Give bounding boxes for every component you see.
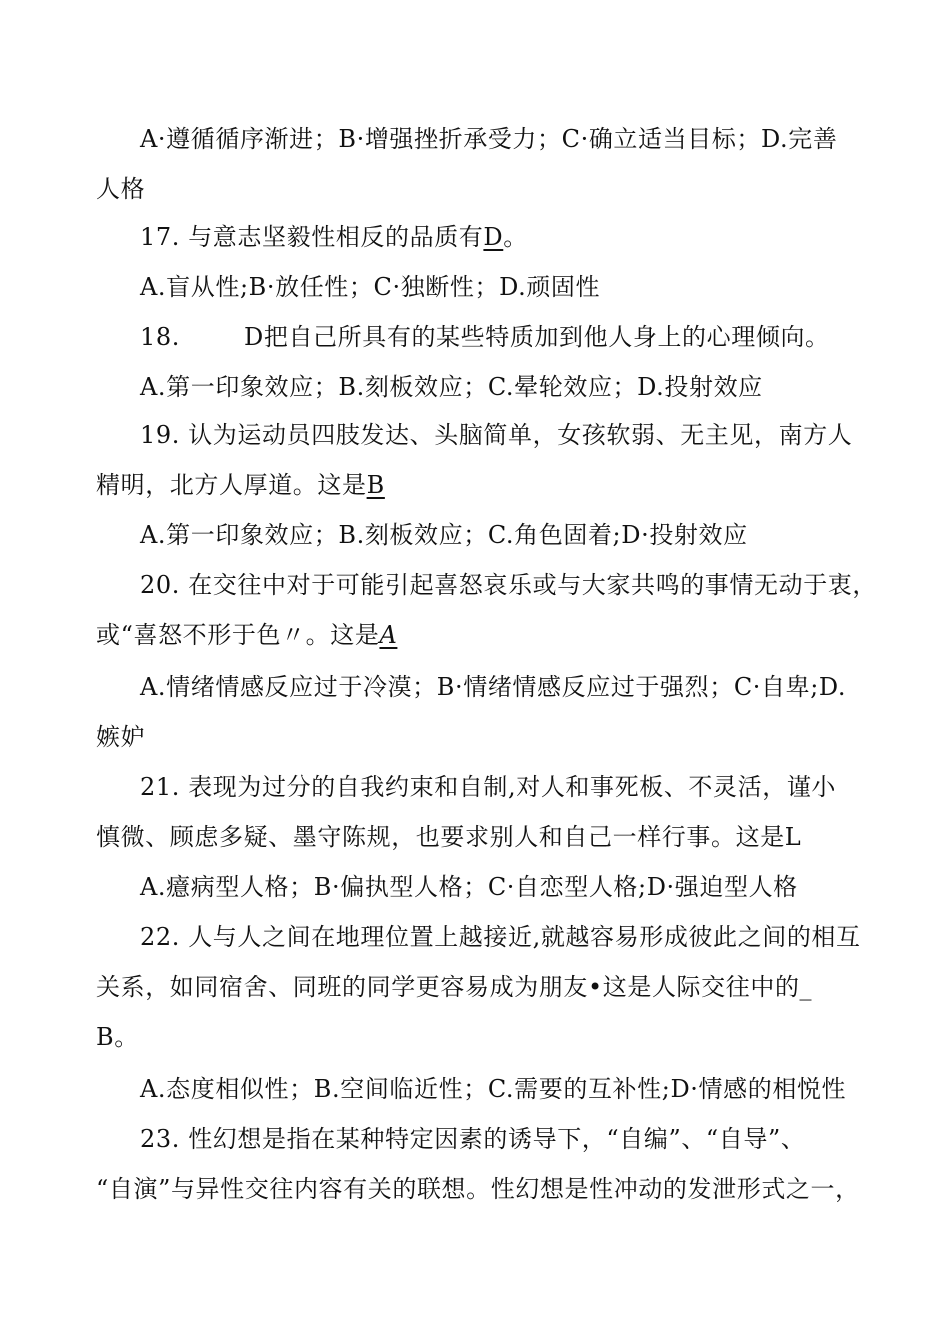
- q19-stem-text: 精明，北方人厚道。这是: [96, 471, 367, 499]
- q18-stem: D把自己所具有的某些特质加到他人身上的心理倾向。: [244, 323, 830, 351]
- q16-options-line2: 人格: [96, 175, 146, 203]
- q21-stem-line1: 21. 表现为过分的自我约束和自制,对人和事死板、不灵活，谨小: [140, 773, 837, 801]
- q18-number: 18.: [140, 323, 180, 351]
- q22-stem-line3: B。: [96, 1023, 139, 1051]
- q17-stem-end: 。: [503, 223, 528, 251]
- q20-answer: A: [379, 621, 398, 649]
- q17-stem-text: 17. 与意志坚毅性相反的品质有: [140, 223, 484, 251]
- q22-stem-line2: 关系，如同宿舍、同班的同学更容易成为朋友•这是人际交往中的_: [96, 973, 813, 1001]
- q19-options: A.第一印象效应；B.刻板效应；C.角色固着;D·投射效应: [140, 521, 748, 549]
- q20-stem-line1: 20. 在交往中对于可能引起喜怒哀乐或与大家共鸣的事情无动于衷，: [140, 571, 877, 599]
- q20-stem-line2: [96, 620, 397, 650]
- q19-stem-line2: [96, 470, 385, 500]
- q21-stem-line2: 慎微、顾虑多疑、墨守陈规，也要求别人和自己一样行事。这是L: [96, 823, 802, 851]
- q18-options: A.第一印象效应；B.刻板效应；C.晕轮效应；D.投射效应: [140, 373, 763, 401]
- q17-answer: D: [483, 223, 504, 251]
- q20-stem-text: 或“喜怒不形于色〃。这是: [96, 621, 380, 649]
- q19-answer: B: [366, 471, 385, 499]
- q23-stem-line2: “自演”与异性交往内容有关的联想。性幻想是性冲动的发泄形式之一，: [96, 1175, 860, 1203]
- q22-stem-line1: 22. 人与人之间在地理位置上越接近,就越容易形成彼此之间的相互: [140, 923, 861, 951]
- q20-options-line2: 嫉妒: [96, 723, 146, 751]
- q21-options: A.癔病型人格；B·偏执型人格；C·自恋型人格;D·强迫型人格: [140, 873, 798, 901]
- q17-stem: [140, 222, 528, 252]
- q23-stem-line1: 23. 性幻想是指在某种特定因素的诱导下，“自编”、“自导”、: [140, 1125, 806, 1153]
- q20-options-line1: A.情绪情感反应过于冷漠；B·情绪情感反应过于强烈；C·自卑;D.: [140, 673, 847, 701]
- q19-stem-line1: 19. 认为运动员四肢发达、头脑简单，女孩软弱、无主见，南方人: [140, 421, 853, 449]
- q22-options: A.态度相似性；B.空间临近性；C.需要的互补性;D·情感的相悦性: [140, 1075, 847, 1103]
- q17-options: A.盲从性;B·放任性；C·独断性；D.顽固性: [140, 273, 601, 301]
- q16-options-line1: A·遵循循序渐进；B·增强挫折承受力；C·确立适当目标；D.完善: [140, 125, 838, 153]
